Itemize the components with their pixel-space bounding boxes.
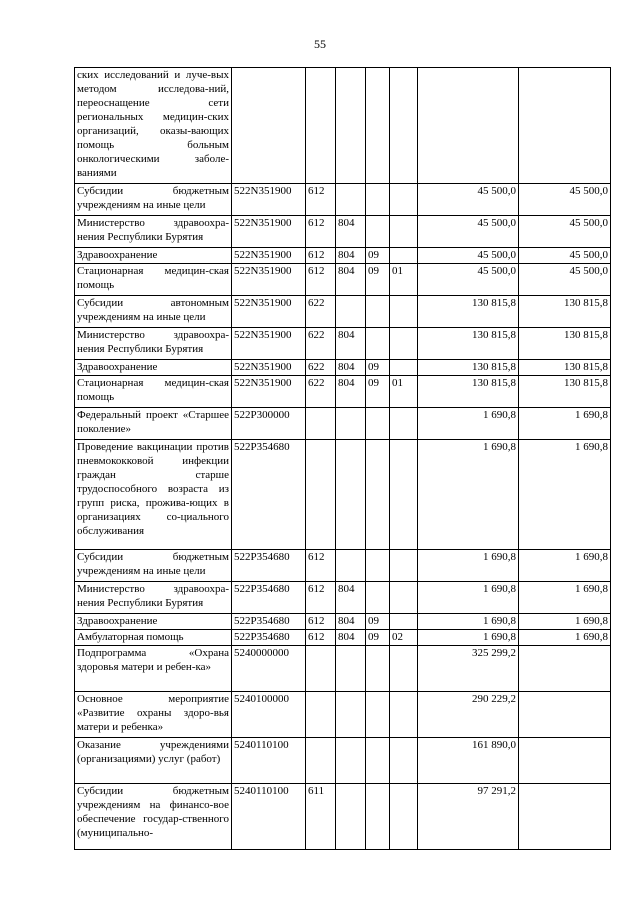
cell-amount-1: 325 299,2 [418,646,519,692]
cell-amount-1: 1 690,8 [418,582,519,614]
cell-subsection: 01 [390,376,418,408]
cell-grbs: 804 [336,582,366,614]
cell-target-article: 522N351900 [232,216,306,248]
cell-expense-type: 612 [306,550,336,582]
cell-subsection [390,738,418,784]
table-row [75,248,611,264]
cell-section: 09 [366,264,390,296]
cell-section: 09 [366,614,390,630]
cell-expense-type: 622 [306,376,336,408]
cell-amount-1: 130 815,8 [418,328,519,360]
cell-section [366,408,390,440]
cell-section [366,646,390,692]
table-row [75,408,611,440]
table-row [75,68,611,184]
cell-grbs [336,738,366,784]
table-row [75,550,611,582]
cell-name: Субсидии бюджетным учреждениям на иные цели [75,550,232,582]
cell-name: Основное мероприятие «Развитие охраны здоро-вья матери и ребенка» [75,692,232,738]
cell-subsection [390,582,418,614]
cell-target-article: 522P300000 [232,408,306,440]
cell-amount-2: 130 815,8 [519,296,611,328]
cell-target-article: 5240110100 [232,784,306,850]
cell-amount-2: 130 815,8 [519,376,611,408]
cell-expense-type: 622 [306,328,336,360]
cell-grbs: 804 [336,376,366,408]
page-number: 55 [314,37,326,51]
cell-name: ских исследований и луче-вых методом исследова-ний, переоснащение сети региональных медицин-ских организаций, оказы-вающих помощь больным онкологическими заболе-ваниями [75,68,232,184]
cell-name: Министерство здравоохра-нения Республики Бурятия [75,582,232,614]
cell-amount-2: 45 500,0 [519,184,611,216]
cell-name: Министерство здравоохра-нения Республики Бурятия [75,216,232,248]
cell-amount-1: 130 815,8 [418,360,519,376]
cell-section [366,440,390,550]
cell-grbs [336,296,366,328]
cell-grbs [336,692,366,738]
table-row [75,582,611,614]
cell-name: Здравоохранение [75,360,232,376]
cell-expense-type: 611 [306,784,336,850]
cell-amount-2 [519,738,611,784]
cell-amount-1: 130 815,8 [418,296,519,328]
cell-grbs [336,784,366,850]
cell-subsection [390,614,418,630]
cell-amount-2: 45 500,0 [519,216,611,248]
table-row [75,296,611,328]
cell-expense-type [306,408,336,440]
cell-section [366,738,390,784]
cell-expense-type: 612 [306,216,336,248]
table-row [75,630,611,646]
cell-section: 09 [366,376,390,408]
cell-target-article: 522N351900 [232,248,306,264]
cell-target-article: 522P354680 [232,550,306,582]
cell-section: 09 [366,630,390,646]
table-row [75,440,611,550]
table-row [75,184,611,216]
cell-section [366,184,390,216]
cell-target-article: 5240110100 [232,738,306,784]
cell-amount-1: 45 500,0 [418,264,519,296]
cell-grbs [336,440,366,550]
cell-section [366,296,390,328]
cell-amount-1: 45 500,0 [418,248,519,264]
cell-expense-type [306,646,336,692]
cell-grbs [336,68,366,184]
cell-target-article: 522N351900 [232,376,306,408]
cell-subsection [390,360,418,376]
cell-amount-1: 161 890,0 [418,738,519,784]
cell-subsection: 02 [390,630,418,646]
table-row [75,264,611,296]
cell-amount-2: 1 690,8 [519,408,611,440]
cell-subsection [390,784,418,850]
cell-amount-1: 130 815,8 [418,376,519,408]
cell-amount-1 [418,68,519,184]
table-row [75,328,611,360]
cell-name: Федеральный проект «Старшее поколение» [75,408,232,440]
cell-name: Проведение вакцинации против пневмококковой инфекции граждан старше трудоспособного возраста из групп риска, прожива-ющих в организациях со-циального обслуживания [75,440,232,550]
cell-amount-1: 1 690,8 [418,440,519,550]
cell-subsection [390,646,418,692]
table-row [75,784,611,850]
cell-name: Здравоохранение [75,614,232,630]
cell-grbs: 804 [336,614,366,630]
cell-section [366,692,390,738]
cell-expense-type: 612 [306,582,336,614]
cell-target-article: 5240000000 [232,646,306,692]
cell-amount-1: 97 291,2 [418,784,519,850]
cell-subsection [390,216,418,248]
cell-grbs [336,184,366,216]
cell-name: Стационарная медицин-ская помощь [75,264,232,296]
table-row [75,646,611,692]
cell-grbs: 804 [336,216,366,248]
table-row [75,614,611,630]
cell-grbs: 804 [336,360,366,376]
cell-subsection [390,248,418,264]
table-row [75,692,611,738]
cell-section [366,550,390,582]
cell-amount-2 [519,68,611,184]
cell-name: Субсидии бюджетным учреждениям на финансо-вое обеспечение государ-ственного (муниципально- [75,784,232,850]
cell-name: Министерство здравоохра-нения Республики Бурятия [75,328,232,360]
table-row [75,360,611,376]
cell-subsection [390,68,418,184]
cell-expense-type: 612 [306,614,336,630]
cell-expense-type: 622 [306,296,336,328]
cell-amount-1: 1 690,8 [418,550,519,582]
cell-amount-2 [519,646,611,692]
cell-expense-type [306,68,336,184]
cell-amount-1: 1 690,8 [418,614,519,630]
cell-expense-type [306,440,336,550]
cell-target-article: 5240100000 [232,692,306,738]
cell-amount-2: 1 690,8 [519,582,611,614]
cell-expense-type: 612 [306,630,336,646]
cell-name: Амбулаторная помощь [75,630,232,646]
cell-amount-2: 130 815,8 [519,328,611,360]
cell-subsection [390,296,418,328]
cell-name: Подпрограмма «Охрана здоровья матери и ребен-ка» [75,646,232,692]
cell-amount-2: 1 690,8 [519,440,611,550]
cell-grbs: 804 [336,248,366,264]
cell-target-article: 522N351900 [232,328,306,360]
cell-amount-1: 1 690,8 [418,630,519,646]
cell-amount-2 [519,784,611,850]
cell-name: Здравоохранение [75,248,232,264]
table-row [75,376,611,408]
cell-amount-2 [519,692,611,738]
table-body [75,68,611,850]
cell-subsection [390,692,418,738]
cell-name: Стационарная медицин-ская помощь [75,376,232,408]
cell-amount-1: 45 500,0 [418,184,519,216]
cell-subsection [390,440,418,550]
cell-amount-1: 45 500,0 [418,216,519,248]
cell-amount-2: 45 500,0 [519,248,611,264]
cell-target-article: 522P354680 [232,440,306,550]
cell-section: 09 [366,360,390,376]
cell-section [366,784,390,850]
cell-grbs [336,646,366,692]
cell-target-article: 522N351900 [232,360,306,376]
cell-expense-type [306,738,336,784]
cell-expense-type: 612 [306,264,336,296]
table-row [75,216,611,248]
cell-section [366,216,390,248]
cell-amount-2: 1 690,8 [519,614,611,630]
cell-target-article: 522N351900 [232,264,306,296]
cell-expense-type [306,692,336,738]
cell-amount-1: 290 229,2 [418,692,519,738]
cell-grbs [336,550,366,582]
cell-amount-2: 130 815,8 [519,360,611,376]
cell-target-article: 522N351900 [232,296,306,328]
budget-table [74,67,611,850]
cell-grbs: 804 [336,264,366,296]
cell-grbs: 804 [336,328,366,360]
cell-target-article: 522P354680 [232,582,306,614]
cell-target-article: 522P354680 [232,630,306,646]
cell-section [366,582,390,614]
cell-subsection [390,550,418,582]
cell-section [366,328,390,360]
cell-target-article: 522N351900 [232,184,306,216]
cell-expense-type: 622 [306,360,336,376]
table-row [75,738,611,784]
cell-subsection [390,328,418,360]
cell-subsection [390,184,418,216]
cell-target-article: 522P354680 [232,614,306,630]
cell-amount-1: 1 690,8 [418,408,519,440]
cell-subsection: 01 [390,264,418,296]
cell-section [366,68,390,184]
cell-target-article [232,68,306,184]
cell-expense-type: 612 [306,184,336,216]
cell-amount-2: 1 690,8 [519,630,611,646]
cell-name: Оказание учреждениями (организациями) услуг (работ) [75,738,232,784]
cell-amount-2: 1 690,8 [519,550,611,582]
cell-expense-type: 612 [306,248,336,264]
cell-section: 09 [366,248,390,264]
cell-grbs [336,408,366,440]
cell-grbs: 804 [336,630,366,646]
cell-amount-2: 45 500,0 [519,264,611,296]
cell-name: Субсидии автономным учреждениям на иные цели [75,296,232,328]
cell-name: Субсидии бюджетным учреждениям на иные цели [75,184,232,216]
cell-subsection [390,408,418,440]
